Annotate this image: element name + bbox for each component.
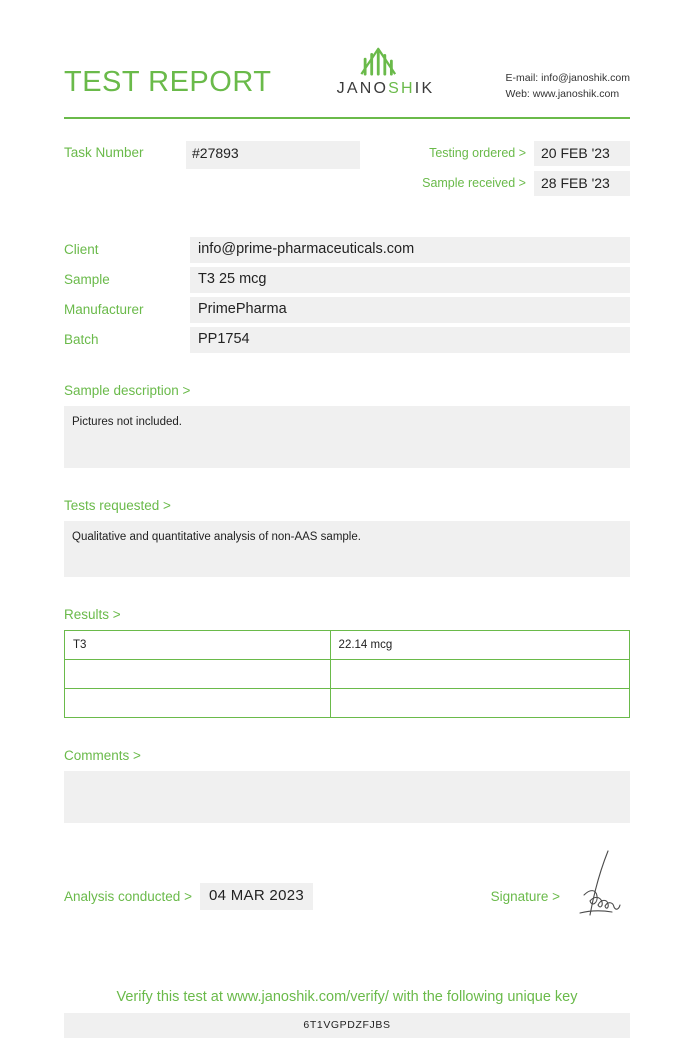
header-divider [64, 117, 630, 119]
report-header [64, 0, 630, 103]
testing-ordered-label: Testing ordered > [429, 146, 526, 161]
contact-web: Web: www.janoshik.com [505, 88, 620, 101]
sample-received-row [422, 171, 630, 196]
janoshik-logo [311, 46, 461, 98]
contact-email: E-mail: info@janoshik.com [505, 72, 630, 84]
result-amount: 22.14 mcg [330, 630, 629, 659]
contact-block [506, 46, 630, 103]
sample-received-label: Sample received > [422, 176, 526, 191]
table-row [65, 659, 630, 688]
table-row [65, 688, 630, 717]
info-row-manufacturer [64, 297, 630, 323]
client-value: info@prime-pharmaceuticals.com [190, 237, 630, 263]
sample-description-text: Pictures not included. [64, 406, 630, 468]
signature-label: Signature > [490, 889, 560, 905]
client-label: Client [64, 241, 99, 257]
tests-requested-heading: Tests requested > [64, 497, 171, 513]
sample-received-value: 28 FEB '23 [534, 171, 630, 196]
table-row [65, 630, 630, 659]
tests-requested-text: Qualitative and quantitative analysis of non-AAS sample. [64, 521, 630, 577]
mountain-logo-icon [352, 46, 420, 76]
result-substance: T3 [65, 630, 331, 659]
result-substance [65, 659, 331, 688]
task-number-label: Task Number [64, 144, 144, 160]
analysis-conducted-label: Analysis conducted > [64, 889, 192, 905]
signature-block [491, 857, 630, 937]
logo-text-part2: SH [388, 80, 415, 97]
sample-description-heading: Sample description > [64, 382, 191, 398]
page-title: TEST REPORT [64, 66, 272, 98]
info-row-client [64, 237, 630, 263]
signature-icon [570, 849, 630, 929]
result-amount [330, 688, 629, 717]
analysis-row [64, 857, 630, 937]
comments-heading: Comments > [64, 747, 141, 763]
info-row-batch [64, 327, 630, 353]
verify-key: 6T1VGPDZFJBS [64, 1013, 630, 1038]
testing-ordered-value: 20 FEB '23 [534, 141, 630, 166]
manufacturer-label: Manufacturer [64, 301, 144, 317]
manufacturer-value: PrimePharma [190, 297, 630, 323]
testing-ordered-row [422, 141, 630, 166]
batch-value: PP1754 [190, 327, 630, 353]
sample-label: Sample [64, 271, 110, 287]
result-amount [330, 659, 629, 688]
info-row-sample [64, 267, 630, 293]
batch-label: Batch [64, 331, 99, 347]
result-substance [65, 688, 331, 717]
results-heading: Results > [64, 606, 121, 622]
verify-text: Verify this test at www.janoshik.com/verify/ with the following unique key [116, 988, 578, 1005]
results-table [64, 630, 630, 718]
sample-value: T3 25 mcg [190, 267, 630, 293]
task-number-value: #27893 [186, 141, 360, 169]
dates-block [422, 141, 630, 201]
analysis-conducted-date: 04 MAR 2023 [200, 883, 313, 910]
logo-text-part1: JANO [336, 80, 389, 97]
logo-wordmark [311, 80, 461, 98]
comments-text [64, 771, 630, 823]
info-fields [64, 237, 630, 353]
task-row [64, 141, 630, 201]
logo-text-part3: IK [414, 80, 435, 97]
